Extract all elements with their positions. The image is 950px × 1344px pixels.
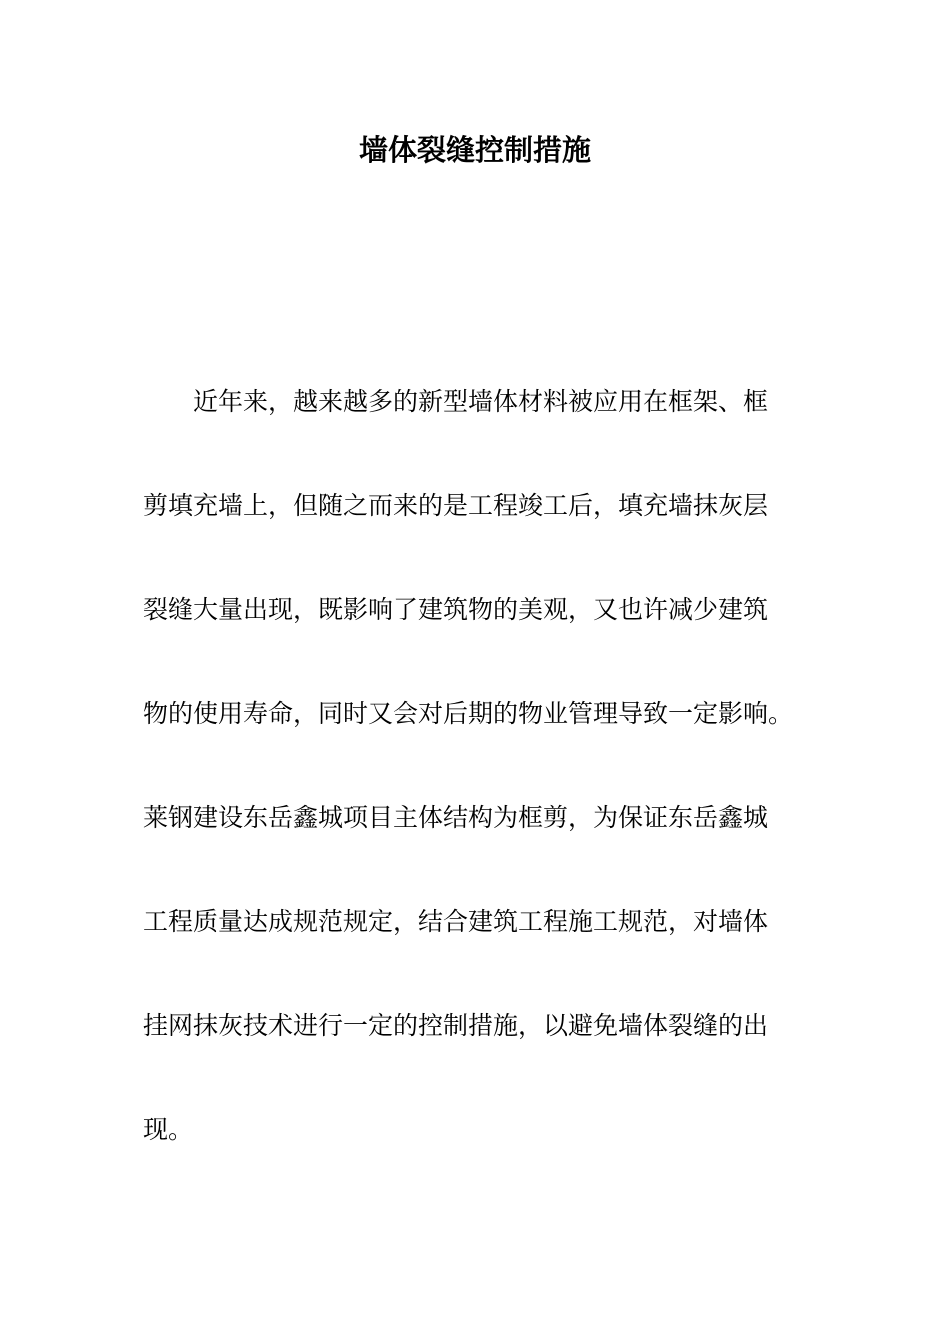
paragraph-line: 挂网抹灰技术进行一定的控制措施，以避免墙体裂缝的出 bbox=[143, 1011, 769, 1040]
paragraph-line: 莱钢建设东岳鑫城项目主体结构为框剪，为保证东岳鑫城 bbox=[143, 803, 769, 832]
paragraph-line: 工程质量达成规范规定，结合建筑工程施工规范，对墙体 bbox=[143, 907, 769, 936]
paragraph-line: 物的使用寿命，同时又会对后期的物业管理导致一定影响。 bbox=[143, 699, 794, 728]
paragraph-line: 近年来，越来越多的新型墙体材料被应用在框架、框 bbox=[193, 387, 769, 416]
paragraph-line: 现。 bbox=[143, 1115, 194, 1144]
paragraph-line: 裂缝大量出现，既影响了建筑物的美观，又也许减少建筑 bbox=[143, 595, 769, 624]
paragraph-line: 剪填充墙上，但随之而来的是工程竣工后，填充墙抹灰层 bbox=[143, 491, 769, 520]
document-title: 墙体裂缝控制措施 bbox=[358, 133, 591, 167]
